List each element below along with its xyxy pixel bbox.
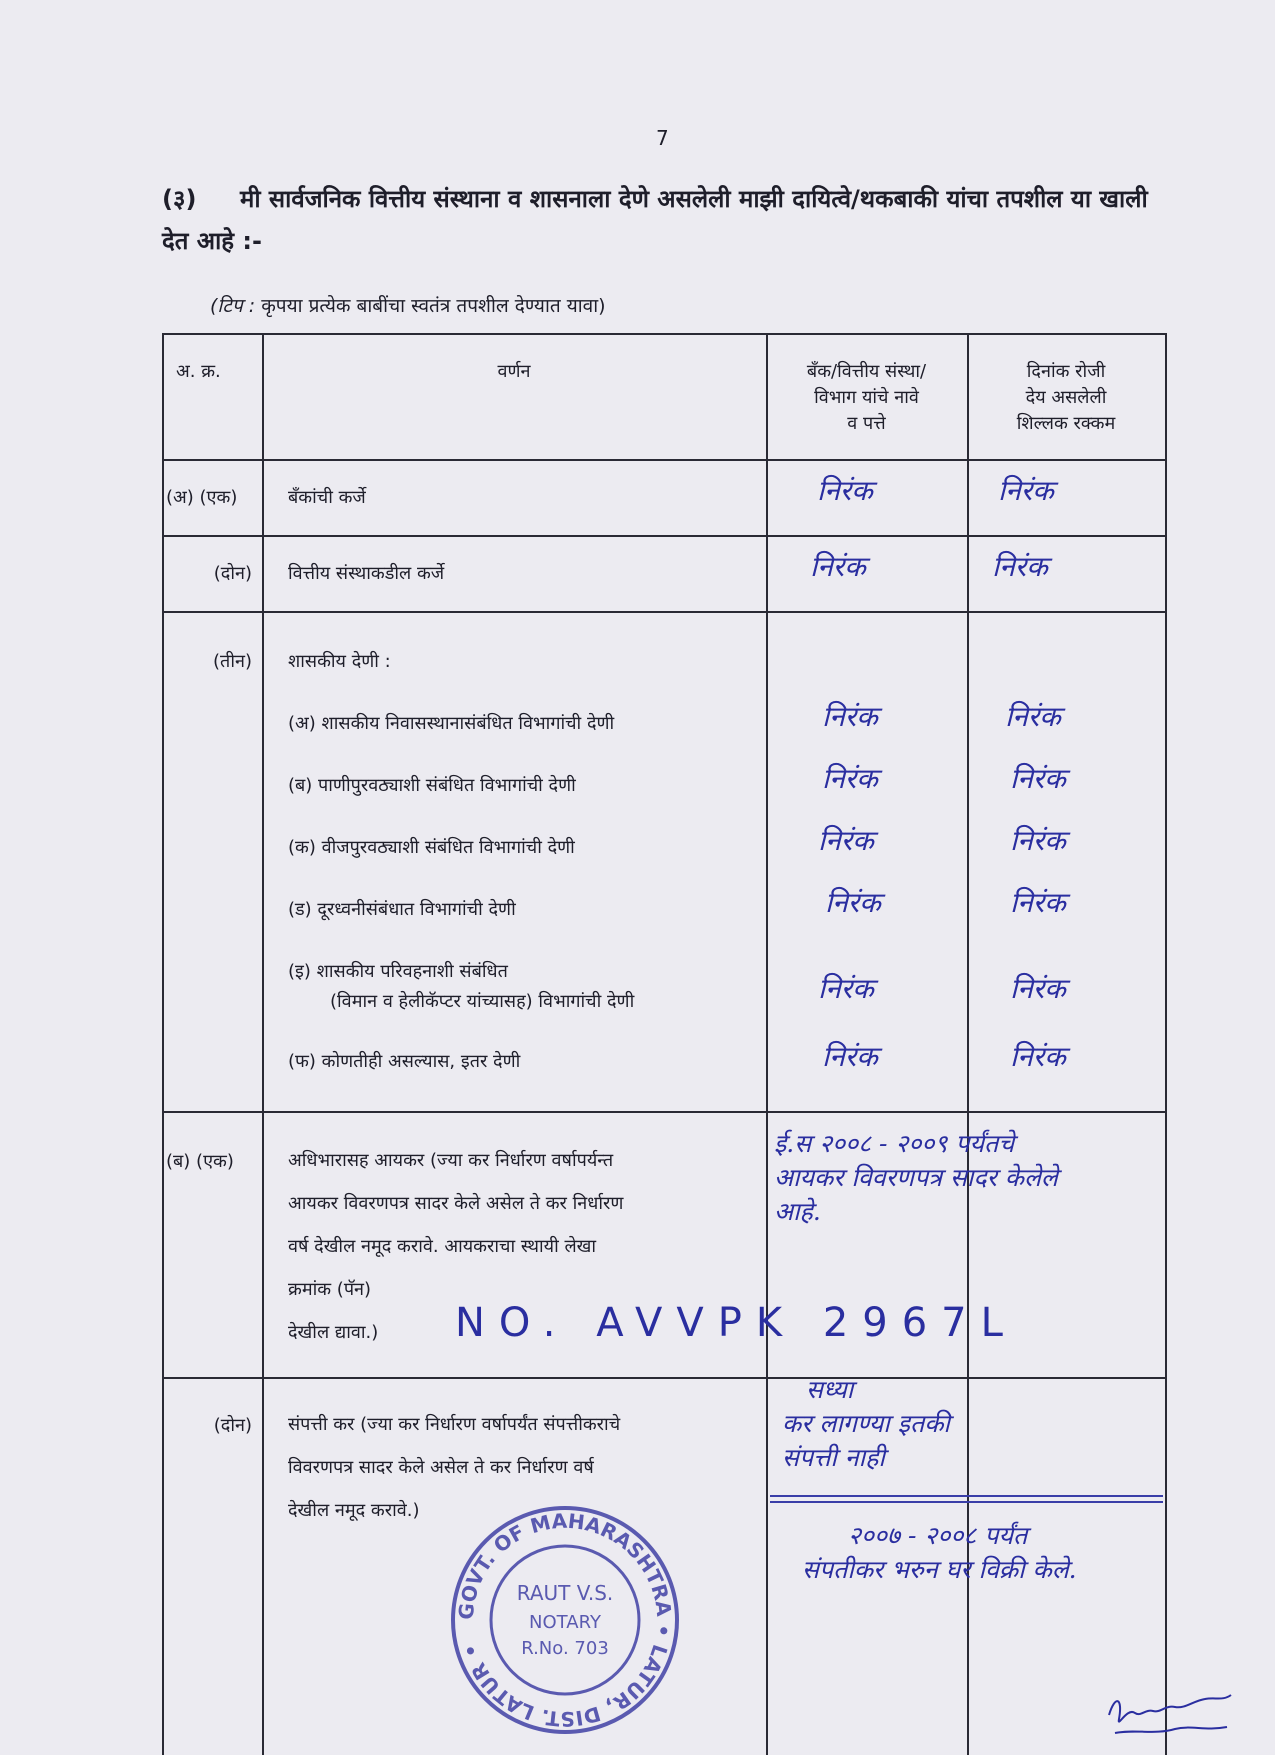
seal-title: NOTARY: [529, 1612, 601, 1633]
sub-item: (विमान व हेलीकॅप्टर यांच्यासह) विभागांची देणी: [330, 991, 635, 1012]
header-bank-line: विभाग यांचे नावे: [814, 387, 919, 408]
handwritten-nil: निरंक: [822, 762, 878, 795]
sub-item: (ड) दूरध्वनीसंबंधात विभागांची देणी: [288, 899, 516, 920]
header-amount-line: देय असलेली: [1025, 387, 1107, 408]
section-heading: [162, 178, 1172, 262]
handwritten-nil: निरंक: [822, 700, 878, 733]
signature: [1105, 1685, 1235, 1745]
handwritten-nil: निरंक: [998, 474, 1054, 507]
handwritten-nil: निरंक: [817, 474, 873, 507]
sub-item: (फ) कोणतीही असल्यास, इतर देणी: [288, 1051, 521, 1072]
desc-line: क्रमांक (पॅन): [288, 1279, 372, 1300]
row-serial: (दोन): [213, 563, 252, 584]
ink-underline: [770, 1495, 1163, 1497]
handwritten-nil: निरंक: [1010, 1040, 1066, 1073]
handwritten-income-tax: [774, 1127, 1058, 1229]
row-desc: वित्तीय संस्थाकडील कर्जे: [288, 563, 445, 584]
desc-line: अधिभारासह आयकर (ज्या कर निर्धारण वर्षापर्यन्त: [288, 1150, 614, 1171]
hw-line: संपतीकर भरुन घर विक्री केले.: [802, 1555, 1077, 1584]
handwritten-nil: निरंक: [810, 550, 866, 583]
header-amount: [967, 359, 1165, 437]
header-description: वर्णन: [497, 361, 531, 382]
row-serial: (तीन): [213, 651, 252, 672]
desc-line: संपत्ती कर (ज्या कर निर्धारण वर्षापर्यंत संपत्तीकराचे: [288, 1414, 621, 1435]
note-text: कृपया प्रत्येक बाबींचा स्वतंत्र तपशील देण्यात यावा): [261, 295, 606, 317]
note-label: (टिप :: [210, 295, 256, 317]
desc-line: देखील नमूद करावे.): [288, 1500, 420, 1521]
row-serial: (अ) (एक): [166, 487, 238, 508]
handwritten-nil: निरंक: [1010, 972, 1066, 1005]
sub-item: (ब) पाणीपुरवठ्याशी संबंधित विभागांची देणी: [288, 775, 576, 796]
row-desc: शासकीय देणी :: [288, 651, 391, 672]
hw-line: ई.स २००८ - २००९ पर्यंतचे: [774, 1129, 1015, 1158]
seal-ring-text: GOVT. OF MAHARASHTRA • LATUR, DIST. LATUR •: [453, 1508, 677, 1732]
desc-line: वर्ष देखील नमूद करावे. आयकराचा स्थायी लेखा: [288, 1236, 597, 1257]
handwritten-nil: निरंक: [1005, 700, 1061, 733]
seal-reg: R.No. 703: [521, 1638, 609, 1659]
hw-line: आयकर विवरणपत्र सादर केलेले: [774, 1163, 1058, 1192]
heading-number: (३): [162, 185, 197, 213]
handwritten-nil: निरंक: [818, 972, 874, 1005]
handwritten-wealth-note: [802, 1519, 1077, 1587]
desc-line: विवरणपत्र सादर केले असेल ते कर निर्धारण वर्ष: [288, 1457, 594, 1478]
page-number: 7: [656, 126, 669, 150]
handwritten-nil: निरंक: [1010, 762, 1066, 795]
header-amount-line: दिनांक रोजी: [1026, 361, 1106, 382]
handwritten-pan: NO. AVVPK 2967L: [455, 1300, 1017, 1346]
desc-line: आयकर विवरणपत्र सादर केले असेल ते कर निर्धारण: [288, 1193, 624, 1214]
hw-line: आहे.: [774, 1197, 821, 1226]
header-bank: [766, 359, 967, 437]
handwritten-nil: निरंक: [992, 550, 1048, 583]
heading-text: मी सार्वजनिक वित्तीय संस्थाना व शासनाला देणे असलेली माझी दायित्वे/थकबाकी यांचा तपशील या खाली देत आहे :-: [162, 185, 1148, 255]
handwritten-nil: निरंक: [1010, 886, 1066, 919]
seal-name: RAUT V.S.: [516, 1581, 614, 1605]
handwritten-nil: निरंक: [825, 886, 881, 919]
sub-item: (इ) शासकीय परिवहनाशी संबंधित: [288, 961, 508, 982]
row-serial: (ब) (एक): [166, 1151, 234, 1172]
ink-underline: [770, 1501, 1163, 1503]
header-amount-line: शिल्लक रक्कम: [1016, 413, 1116, 434]
sub-item: (क) वीजपुरवठ्याशी संबंधित विभागांची देणी: [288, 837, 575, 858]
hw-line: संपत्ती नाही: [782, 1443, 885, 1472]
sub-item: (अ) शासकीय निवासस्थानासंबंधित विभागांची देणी: [288, 713, 615, 734]
hw-line: सध्या: [806, 1375, 854, 1404]
handwritten-nil: निरंक: [818, 824, 874, 857]
header-serial: अ. क्र.: [176, 361, 221, 382]
header-bank-line: व पत्ते: [847, 413, 886, 434]
handwritten-nil: निरंक: [822, 1040, 878, 1073]
hw-line: कर लागण्या इतकी: [782, 1409, 950, 1438]
header-bank-line: बँक/वित्तीय संस्था/: [806, 361, 927, 382]
row-serial: (दोन): [213, 1415, 252, 1436]
note: [210, 292, 606, 318]
notary-seal: [445, 1500, 685, 1740]
handwritten-wealth-tax: [782, 1373, 950, 1475]
hw-line: २००७ - २००८ पर्यंत: [848, 1521, 1028, 1550]
row-desc: बँकांची कर्जे: [288, 487, 366, 508]
desc-line: देखील द्यावा.): [288, 1322, 379, 1343]
handwritten-nil: निरंक: [1010, 824, 1066, 857]
